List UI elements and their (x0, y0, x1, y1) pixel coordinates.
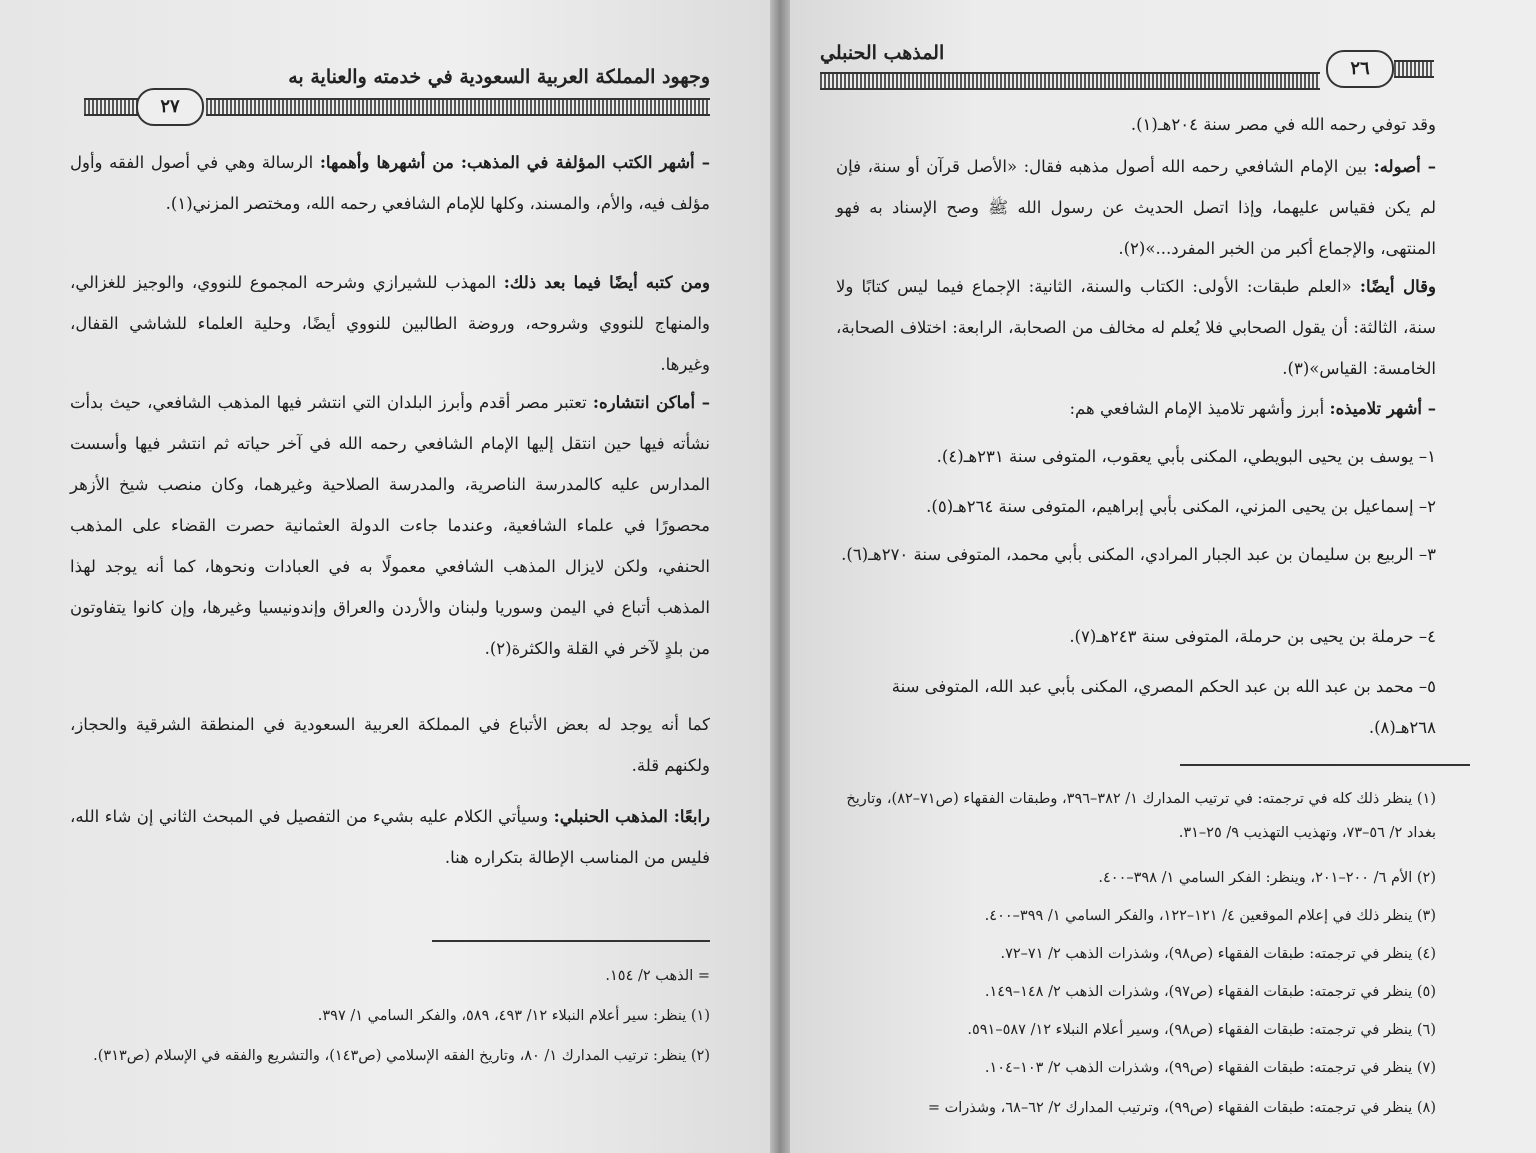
paragraph: – أشهر الكتب المؤلفة في المذهب: من أشهرها وأهمها: الرسالة وهي في أصول الفقه وأول مؤلف فيه، والأم، والمسند، وكلها للإمام الشافعي رحمه الله، ومختصر المزني(١). (70, 153, 710, 213)
footnote-separator (1180, 764, 1470, 766)
right-page (790, 0, 1536, 1153)
footnote: (١) ينظر: سير أعلام النبلاء ١٢/ ٤٩٣، ٥٨٩، والفكر السامي ١/ ٣٩٧. (317, 1008, 710, 1024)
footnote: (٦) ينظر في ترجمته: طبقات الفقهاء (ص٩٨)، وسير أعلام النبلاء ١٢/ ٥٨٧–٥٩١. (967, 1022, 1436, 1038)
list-item: ٥– محمد بن عبد الله بن عبد الحكم المصري، المكنى بأبي عبد الله، المتوفى سنة ٢٦٨هـ(٨). (891, 677, 1436, 737)
footnote: (١) ينظر ذلك كله في ترجمته: في ترتيب المدارك ١/ ٣٨٢–٣٩٦، وطبقات الفقهاء (ص٧١–٨٢)، وتاريخ بغداد ٢/ ٥٦–٧٣، وتهذيب التهذيب ٩/ ٢٥–٣١. (846, 791, 1436, 841)
paragraph: – أماكن انتشاره: تعتبر مصر أقدم وأبرز البلدان التي انتشر فيها المذهب الشافعي، حيث بدأت نشأته فيها حين انتقل إليها الإمام الشافعي رحمه الله في آخر حياته ثم انتشر فيها وأسست المدارس عليه كالمدرسة الناصرية، والمدرسة الصلاحية وغيرهما، وكان منصب شيخ الأزهر محصورًا في علماء الشافعية، وعندما جاءت الدولة العثمانية حصرت القضاء على المذهب الحنفي، ولكن لايزال المذهب الشافعي معمولًا به في العبادات ونحوها، كما أنه يوجد لهذا المذهب أتباع في اليمن وسوريا ولبنان والأردن والعراق وإندونيسيا وغيرها، وإن كانوا يتفاوتون من بلدٍ لآخر في القلة والكثرة(٢). (70, 393, 710, 658)
list-item: ١– يوسف بن يحيى البويطي، المكنى بأبي يعقوب، المتوفى سنة ٢٣١هـ(٤). (936, 447, 1436, 466)
page-number: ٢٧ (136, 88, 204, 126)
footnote: (٤) ينظر في ترجمته: طبقات الفقهاء (ص٩٨)، وشذرات الذهب ٢/ ٧١–٧٢. (1000, 946, 1436, 962)
paragraph: ومن كتبه أيضًا فيما بعد ذلك: المهذب للشيرازي وشرحه المجموع للنووي، والوجيز للغزالي، والمنهاج للنووي وشروحه، وروضة الطالبين للنووي أيضًا، وحلية العلماء للشاشي القفال، وغيرها. (70, 273, 710, 374)
running-title: وجهود المملكة العربية السعودية في خدمته والعناية به (288, 66, 710, 88)
book-spine (770, 0, 790, 1153)
footnote: (٣) ينظر ذلك في إعلام الموقعين ٤/ ١٢١–١٢٢، والفكر السامي ١/ ٣٩٩–٤٠٠. (984, 908, 1436, 924)
footnote: (٨) ينظر في ترجمته: طبقات الفقهاء (ص٩٩)، وترتيب المدارك ٢/ ٦٢–٦٨، وشذرات = (927, 1100, 1436, 1116)
list-item: ٢– إسماعيل بن يحيى المزني، المكنى بأبي إبراهيم، المتوفى سنة ٢٦٤هـ(٥). (926, 497, 1436, 516)
header-ornament-right (206, 98, 710, 116)
paragraph: – أصوله: بين الإمام الشافعي رحمه الله أصول مذهبه فقال: «الأصل قرآن أو سنة، فإن لم يكن فقياس عليهما، وإذا اتصل الحديث عن رسول الله ﷺ وصح الإسناد به فهو المنتهى، والإجماع أكبر من الخبر المفرد...»(٢). (836, 157, 1436, 258)
footnote: (٥) ينظر في ترجمته: طبقات الفقهاء (ص٩٧)، وشذرات الذهب ٢/ ١٤٨–١٤٩. (984, 984, 1436, 1000)
footnote: (٧) ينظر في ترجمته: طبقات الفقهاء (ص٩٩)، وشذرات الذهب ٢/ ١٠٣–١٠٤. (984, 1060, 1436, 1076)
list-item: ٣– الربيع بن سليمان بن عبد الجبار المرادي، المكنى بأبي محمد، المتوفى سنة ٢٧٠هـ(٦). (841, 545, 1436, 564)
footnote-separator (432, 940, 710, 942)
paragraph: وقد توفي رحمه الله في مصر سنة ٢٠٤هـ(١). (1130, 115, 1436, 134)
paragraph: كما أنه يوجد له بعض الأتباع في المملكة العربية السعودية في المنطقة الشرقية والحجاز، ولكنهم قلة. (70, 715, 710, 775)
running-title: المذهب الحنبلي (820, 42, 945, 64)
header-ornament-right (1394, 60, 1434, 78)
header-ornament-left (820, 72, 1320, 90)
footnote: = الذهب ٢/ ١٥٤. (605, 968, 710, 984)
footnote: (٢) الأم ٦/ ٢٠٠–٢٠١، وينظر: الفكر السامي ١/ ٣٩٨–٤٠٠. (1098, 870, 1436, 886)
list-item: ٤– حرملة بن يحيى بن حرملة، المتوفى سنة ٢٤٣هـ(٧). (1069, 627, 1436, 646)
page-number: ٢٦ (1326, 50, 1394, 88)
paragraph: رابعًا: المذهب الحنبلي: وسيأتي الكلام عليه بشيء من التفصيل في المبحث الثاني إن شاء الله، فليس من المناسب الإطالة بتكراره هنا. (70, 807, 710, 867)
paragraph: وقال أيضًا: «العلم طبقات: الأولى: الكتاب والسنة، الثانية: الإجماع فيما ليس كتابًا ولا سنة، الثالثة: أن يقول الصحابي فلا يُعلم له مخالف من الصحابة، الرابعة: اختلاف الصحابة، الخامسة: القياس»(٣). (836, 277, 1436, 378)
paragraph: – أشهر تلاميذه: أبرز وأشهر تلاميذ الإمام الشافعي هم: (1069, 399, 1436, 418)
header-ornament-left (84, 98, 138, 116)
footnote: (٢) ينظر: ترتيب المدارك ١/ ٨٠، وتاريخ الفقه الإسلامي (ص١٤٣)، والتشريع والفقه في الإسلام (ص٣١٣). (93, 1048, 710, 1064)
